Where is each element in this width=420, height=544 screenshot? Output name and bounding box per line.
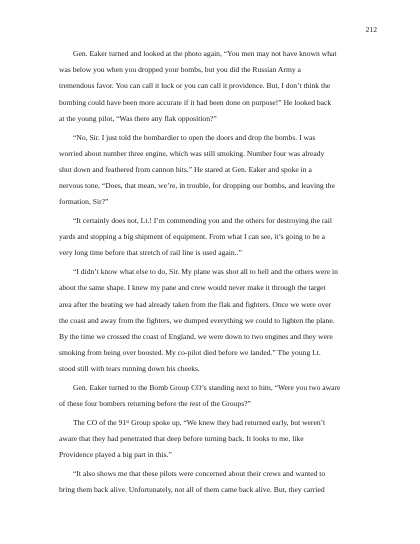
text-line: shut down and feathered from cannon hits.” He stared at Gen. Eaker and spoke in a [59, 164, 312, 174]
text-line: “No, Sir. I just told the bombardier to open the doors and drop the bombs. I was [73, 132, 316, 142]
text-line: worried about number three engine, which was still smoking. Number four was already [59, 148, 325, 158]
text-line: was below you when you dropped your bombs, but you did the Russian Army a [59, 65, 301, 75]
text-line: Providence played a big part in this.” [59, 450, 172, 460]
text-line: bring them back alive. Unfortunately, not all of them came back alive. But, they carried [59, 485, 325, 495]
paragraph [59, 130, 373, 211]
text-line: Gen. Eaker turned and looked at the photo again, “You men may not have known what [73, 49, 337, 58]
paragraph [59, 213, 373, 262]
text-line: “I didn’t know what else to do, Sir. My plane was shot all to hell and the others were in [73, 267, 338, 277]
text-line: tremendous favor. You can call it luck or you can call it providence. But, I don’t think the [59, 81, 331, 91]
text-line: the coast and away from the fighters, we dumped everything we could to lighten the plane. [59, 315, 335, 325]
paragraph [59, 380, 373, 412]
text-line: about the same shape. I knew my pane and crew would never make it through the target [59, 283, 326, 293]
text-line: bombing could have been more accurate if it had been done on purpose!” He looked back [59, 97, 332, 107]
text-line: By the time we crossed the coast of England, we were down to two engines and they were [59, 331, 333, 341]
text-line: Gen. Eaker turned to the Bomb Group CO’s standing next to him, “Were you two aware [73, 383, 341, 393]
text-line: The CO of the 91ˢᵗ Group spoke up, “We knew they had returned early, but weren’t [73, 418, 326, 428]
text-line: nervous tone, “Does, that mean, we’re, in trouble, for dropping our bombs, and leaving the [59, 181, 335, 191]
text-line: of these four bombers returning before the rest of the Groups?” [59, 399, 251, 409]
text-line: very long time before that stretch of rail line is used again..” [59, 248, 242, 258]
text-line: at the young pilot, “Was there any flak opposition?” [59, 113, 217, 123]
text-line: stood still with tears running down his cheeks. [59, 364, 200, 374]
text-line: “It also shows me that these pilots were concerned about their crews and wanted to [73, 469, 326, 479]
paragraph [59, 264, 373, 377]
text-line: area after the beating we had already taken from the flak and fighters. Once we were over [59, 299, 332, 309]
text-line: formation, Sir?” [59, 197, 109, 207]
text-line: smoking from being over boosted. My co-pilot died before we landed.” The young Lt. [59, 348, 321, 358]
paragraph [59, 466, 373, 498]
text-line: “It certainly does not, Lt.! I’m commending you and the others for destroying the rail [73, 216, 332, 226]
text-line: yards and stopping a big shipment of equipment. From what I can see, it’s going to be a [59, 232, 325, 242]
body-text [59, 46, 373, 501]
text-line: aware that they had penetrated that deep before turning back. It looks to me, like [59, 434, 304, 444]
page-number: 212 [365, 25, 377, 34]
paragraph [59, 46, 373, 127]
paragraph [59, 415, 373, 464]
